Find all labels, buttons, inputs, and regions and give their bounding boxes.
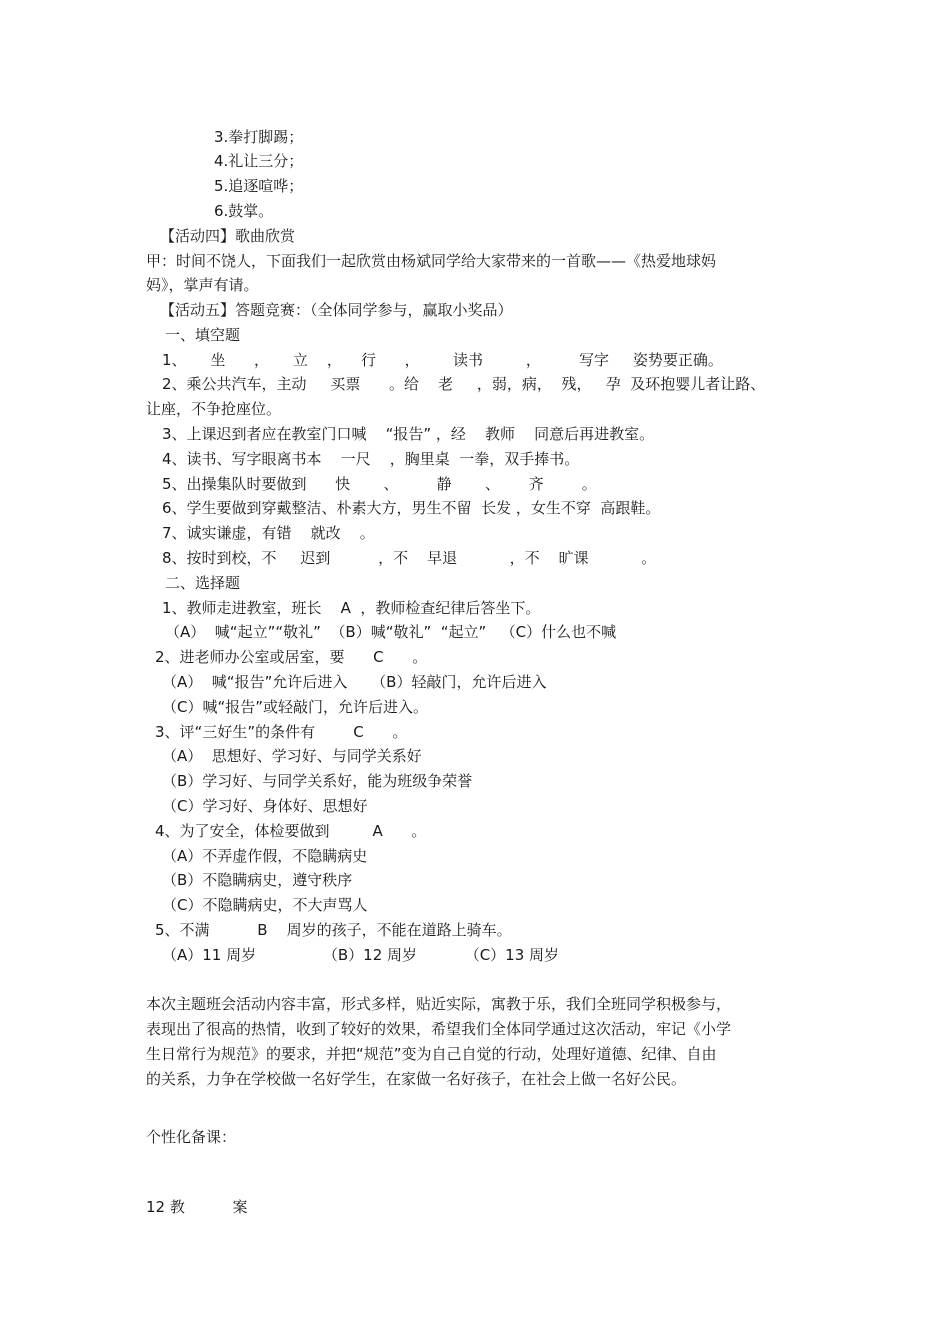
summary-line: 生日常行为规范》的要求，并把“规范”变为自己自觉的行动，处理好道德、纪律、自由 (146, 1045, 717, 1063)
choice-q4-option-b: （B）不隐瞒病史，遵守秩序 (162, 871, 353, 889)
fill-blank-q2: 2、乘公共汽车，主动 买票 。给 老 ，弱，病， 残， 孕 及环抱婴儿者让路、 (162, 375, 766, 393)
summary-line: 本次主题班会活动内容丰富，形式多样，贴近实际，寓教于乐，我们全班同学积极参与， (146, 995, 732, 1013)
activity4-text-line1: 甲：时间不饶人，下面我们一起欣赏由杨斌同学给大家带来的一首歌——《热爱地球妈 (146, 252, 717, 270)
summary-line: 表现出了很高的热情，收到了较好的效果，希望我们全体同学通过这次活动，牢记《小学 (146, 1020, 732, 1038)
fill-blank-q4: 4、读书、写字眼离书本 一尺 ，胸里桌 一拳，双手捧书。 (162, 450, 580, 468)
fill-blank-title: 一、填空题 (165, 326, 241, 344)
fill-blank-q8: 8、按时到校，不 迟到 ，不 早退 ，不 旷课 。 (162, 549, 657, 567)
choice-q2: 2、进老师办公室或居室，要 C 。 (155, 648, 428, 666)
fill-blank-q2-cont: 让座，不争抢座位。 (146, 400, 282, 418)
choice-q3-option-c: （C）学习好、身体好、思想好 (162, 797, 368, 815)
rule-item-3: 3.拳打脚踢； (214, 128, 304, 146)
activity4-heading: 【活动四】歌曲欣赏 (160, 227, 296, 245)
fill-blank-q1: 1、 坐 ， 立 ， 行 ， 读书 ， 写字 姿势要正确。 (162, 351, 723, 369)
choice-q2-options: （A） 喊“报告”允许后进入 （B）轻敲门，允许后进入 (162, 673, 547, 691)
fill-blank-q3: 3、上课迟到者应在教室门口喊 “报告” ，经 教师 同意后再进教室。 (162, 425, 655, 443)
fill-blank-q5: 5、出操集队时要做到 快 、 静 、 齐 。 (162, 475, 597, 493)
choice-q4-option-a: （A）不弄虚作假，不隐瞒病史 (162, 847, 368, 865)
rule-item-6: 6.鼓掌。 (214, 202, 274, 220)
rule-item-4: 4.礼让三分； (214, 152, 304, 170)
choice-title: 二、选择题 (165, 574, 241, 592)
choice-q3-option-b: （B）学习好、与同学关系好，能为班级争荣誉 (162, 772, 473, 790)
rule-item-5: 5.追逐喧哗； (214, 177, 304, 195)
footer-lesson-plan: 12 教 案 (146, 1198, 248, 1216)
fill-blank-q6: 6、学生要做到穿戴整洁、朴素大方，男生不留 长发 ，女生不穿 高跟鞋。 (162, 499, 661, 517)
choice-q3-option-a: （A） 思想好、学习好、与同学关系好 (162, 747, 422, 765)
choice-q5: 5、不满 B 周岁的孩子，不能在道路上骑车。 (155, 921, 512, 939)
personal-prep-label: 个性化备课： (146, 1128, 237, 1146)
choice-q4: 4、为了安全，体检要做到 A 。 (155, 822, 427, 840)
choice-q1: 1、教师走进教室，班长 A ，教师检查纪律后答坐下。 (162, 599, 541, 617)
fill-blank-q7: 7、诚实谦虚，有错 就改 。 (162, 524, 375, 542)
choice-q5-options: （A）11 周岁 （B）12 周岁 （C）13 周岁 (162, 946, 560, 964)
activity4-text-line2: 妈》，掌声有请。 (146, 276, 259, 294)
summary-line: 的关系，力争在学校做一名好学生，在家做一名好孩子，在社会上做一名好公民。 (146, 1070, 687, 1088)
choice-q4-option-c: （C）不隐瞒病史，不大声骂人 (162, 896, 368, 914)
choice-q2-option-c: （C）喊“报告”或轻敲门，允许后进入。 (162, 698, 429, 716)
choice-q1-options: （A） 喊“起立”“敬礼” （B）喊“敬礼” “起立” （C）什么也不喊 (165, 623, 617, 641)
choice-q3: 3、评“三好生”的条件有 C 。 (155, 723, 408, 741)
activity5-heading: 【活动五】答题竞赛：（全体同学参与，赢取小奖品） (160, 301, 513, 319)
